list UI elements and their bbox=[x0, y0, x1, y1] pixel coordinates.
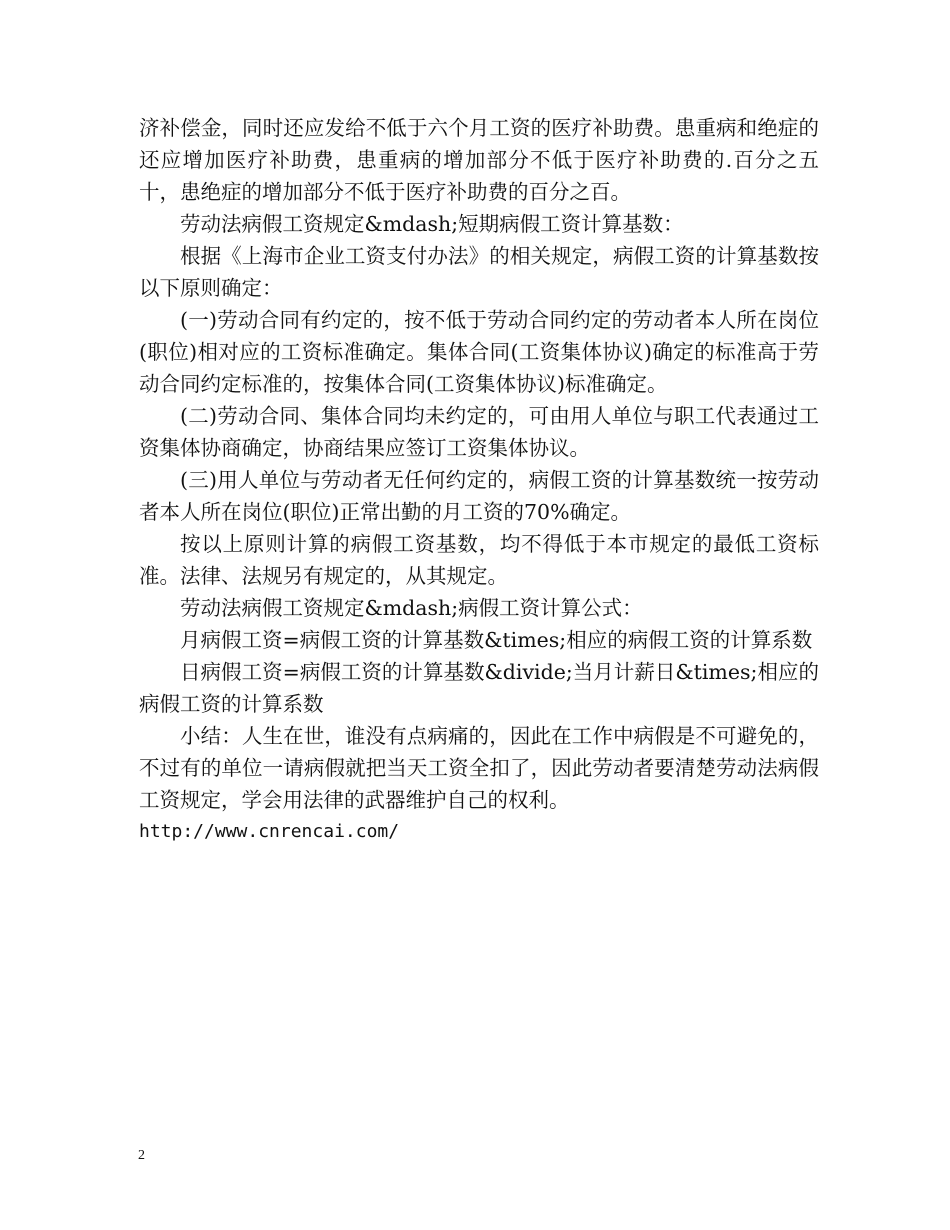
paragraph-7: 按以上原则计算的病假工资基数，均不得低于本市规定的最低工资标准。法律、法规另有规定的，从其规定。 bbox=[139, 532, 819, 588]
source-url: http://www.cnrencai.com/ bbox=[139, 821, 400, 842]
paragraph-2-heading: 劳动法病假工资规定&mdash;短期病假工资计算基数： bbox=[180, 212, 684, 236]
paragraph-4: (一)劳动合同有约定的，按不低于劳动合同约定的劳动者本人所在岗位(职位)相对应的工资标准确定。集体合同(工资集体协议)确定的标准高于劳动合同约定标准的，按集体合同(工资集体协议)标准确定。 bbox=[139, 308, 819, 396]
formula-monthly: 月病假工资=病假工资的计算基数&times;相应的病假工资的计算系数 bbox=[180, 628, 813, 652]
paragraph-8-heading: 劳动法病假工资规定&mdash;病假工资计算公式： bbox=[180, 596, 643, 620]
paragraph-1: 济补偿金，同时还应发给不低于六个月工资的医疗补助费。患重病和绝症的还应增加医疗补助费，患重病的增加部分不低于医疗补助费的.百分之五十，患绝症的增加部分不低于医疗补助费的百分之百。 bbox=[139, 116, 819, 204]
paragraph-summary: 小结：人生在世，谁没有点病痛的，因此在工作中病假是不可避免的，不过有的单位一请病假就把当天工资全扣了，因此劳动者要清楚劳动法病假工资规定，学会用法律的武器维护自己的权利。 bbox=[139, 724, 819, 812]
document-body bbox=[139, 112, 819, 848]
paragraph-5: (二)劳动合同、集体合同均未约定的，可由用人单位与职工代表通过工资集体协商确定，协商结果应签订工资集体协议。 bbox=[139, 404, 819, 460]
paragraph-6: (三)用人单位与劳动者无任何约定的，病假工资的计算基数统一按劳动者本人所在岗位(职位)正常出勤的月工资的70%确定。 bbox=[139, 468, 819, 524]
formula-daily: 日病假工资=病假工资的计算基数&divide;当月计薪日&times;相应的病假工资的计算系数 bbox=[139, 660, 819, 716]
page-number: 2 bbox=[138, 1148, 145, 1163]
paragraph-3: 根据《上海市企业工资支付办法》的相关规定，病假工资的计算基数按以下原则确定： bbox=[139, 244, 819, 300]
